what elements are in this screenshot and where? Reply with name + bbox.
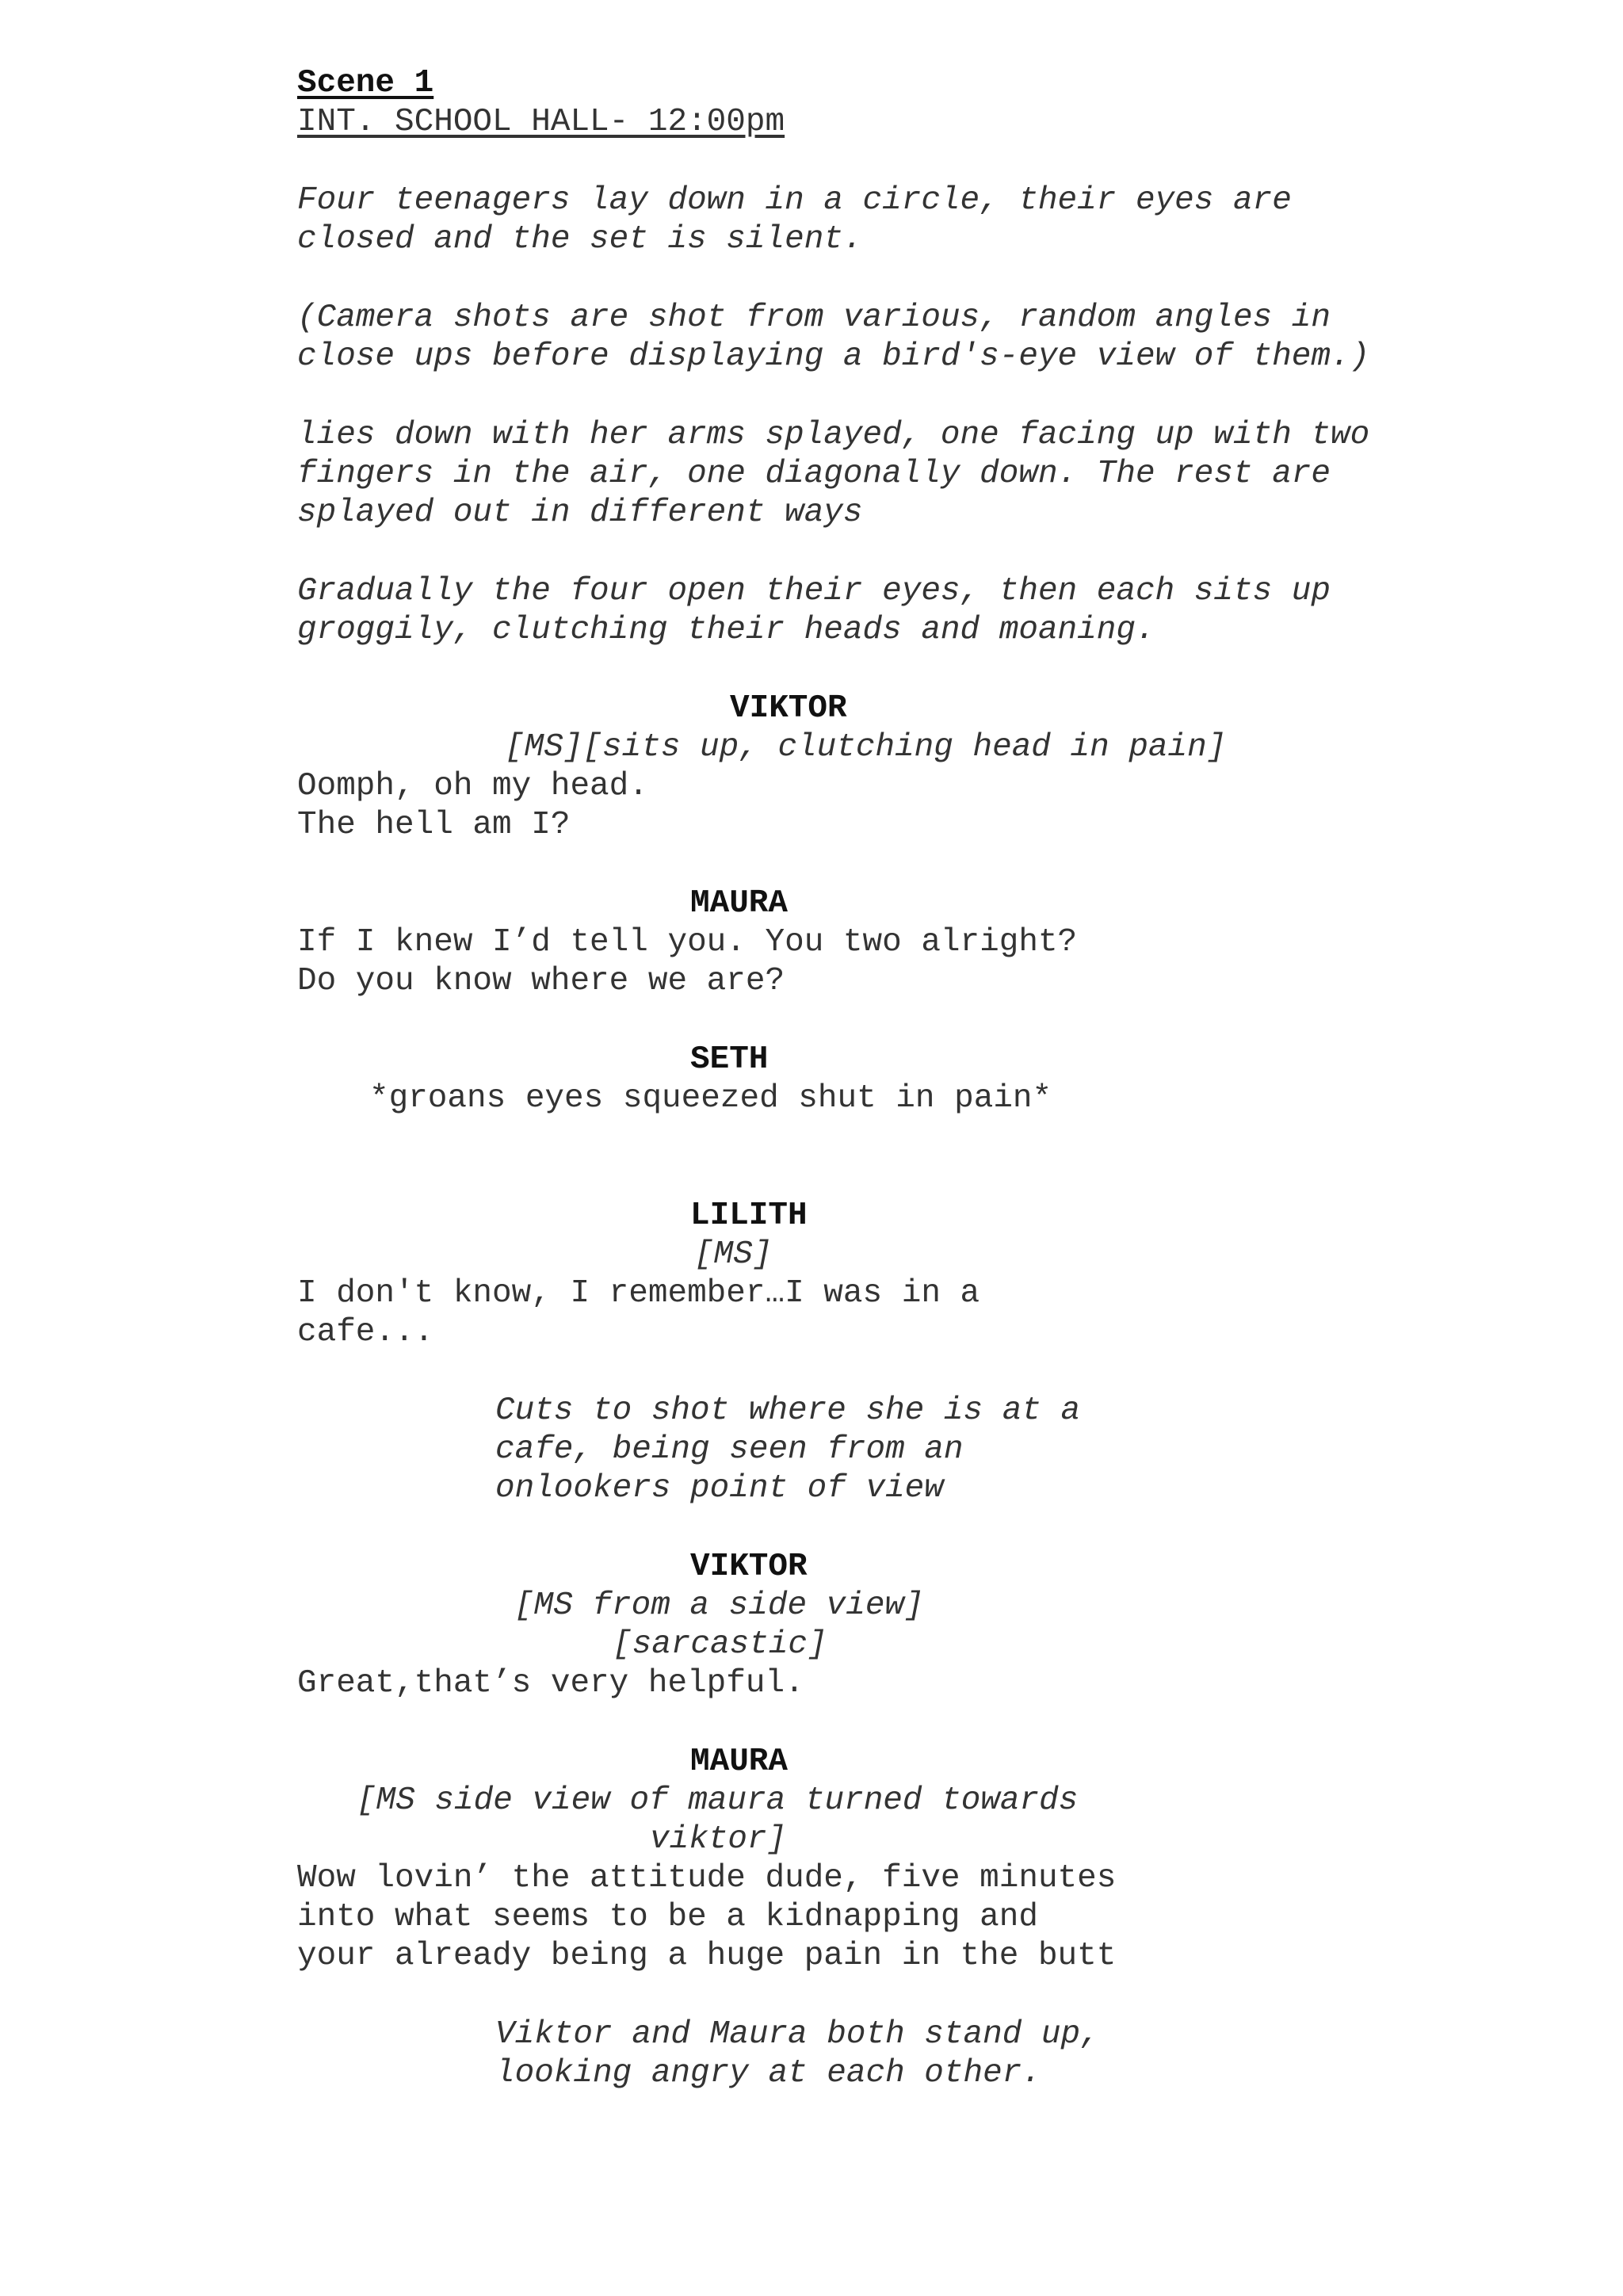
dialogue-line: Oomph, oh my head. xyxy=(297,768,648,804)
parenthetical: [MS side view of maura turned towards xyxy=(357,1782,1079,1819)
dialogue-line: The hell am I? xyxy=(297,807,571,843)
action-line: cafe, being seen from an xyxy=(495,1431,964,1468)
action-line: lies down with her arms splayed, one facing up with two xyxy=(297,417,1370,453)
action-line: Viktor and Maura both stand up, xyxy=(495,2016,1100,2053)
action-line: Gradually the four open their eyes, then each sits up xyxy=(297,573,1331,609)
dialogue-line: your already being a huge pain in the butt xyxy=(297,1938,1117,1974)
dialogue-line: cafe... xyxy=(297,1314,434,1350)
parenthetical: [MS] xyxy=(694,1236,773,1273)
dialogue-line: Wow lovin’ the attitude dude, five minutes xyxy=(297,1860,1117,1897)
action-line: looking angry at each other. xyxy=(495,2055,1041,2092)
dialogue-line: Great,that’s very helpful. xyxy=(297,1665,804,1702)
action-line: closed and the set is silent. xyxy=(297,221,863,258)
parenthetical: [MS][sits up, clutching head in pain] xyxy=(505,729,1227,766)
action-line: splayed out in different ways xyxy=(297,495,863,531)
action-line: Four teenagers lay down in a circle, their eyes are xyxy=(297,182,1292,219)
action-line: Cuts to shot where she is at a xyxy=(495,1392,1081,1429)
character-name: LILITH xyxy=(690,1198,808,1234)
scene-heading: Scene 1 xyxy=(297,65,434,101)
character-name: SETH xyxy=(690,1041,769,1078)
character-name: MAURA xyxy=(690,885,789,922)
dialogue-line: If I knew I’d tell you. You two alright? xyxy=(297,924,1078,961)
character-name: MAURA xyxy=(690,1744,789,1780)
dialogue-line: into what seems to be a kidnapping and xyxy=(297,1899,1038,1935)
dialogue-line: I don't know, I remember…I was in a xyxy=(297,1275,980,1312)
dialogue-line: *groans eyes squeezed shut in pain* xyxy=(369,1080,1052,1117)
dialogue-line: Do you know where we are? xyxy=(297,963,785,999)
action-line: groggily, clutching their heads and moaning. xyxy=(297,612,1155,648)
action-line: onlookers point of view xyxy=(495,1470,944,1507)
slugline: INT. SCHOOL HALL- 12:00pm xyxy=(297,104,785,140)
action-line: (Camera shots are shot from various, random angles in xyxy=(297,300,1331,336)
action-line: close ups before displaying a bird's-eye view of them.) xyxy=(297,338,1370,375)
action-line: fingers in the air, one diagonally down. The rest are xyxy=(297,456,1331,492)
character-name: VIKTOR xyxy=(730,690,847,727)
parenthetical: [sarcastic] xyxy=(613,1626,827,1663)
character-name: VIKTOR xyxy=(690,1549,808,1585)
parenthetical: [MS from a side view] xyxy=(514,1587,924,1624)
parenthetical: viktor] xyxy=(650,1821,787,1858)
